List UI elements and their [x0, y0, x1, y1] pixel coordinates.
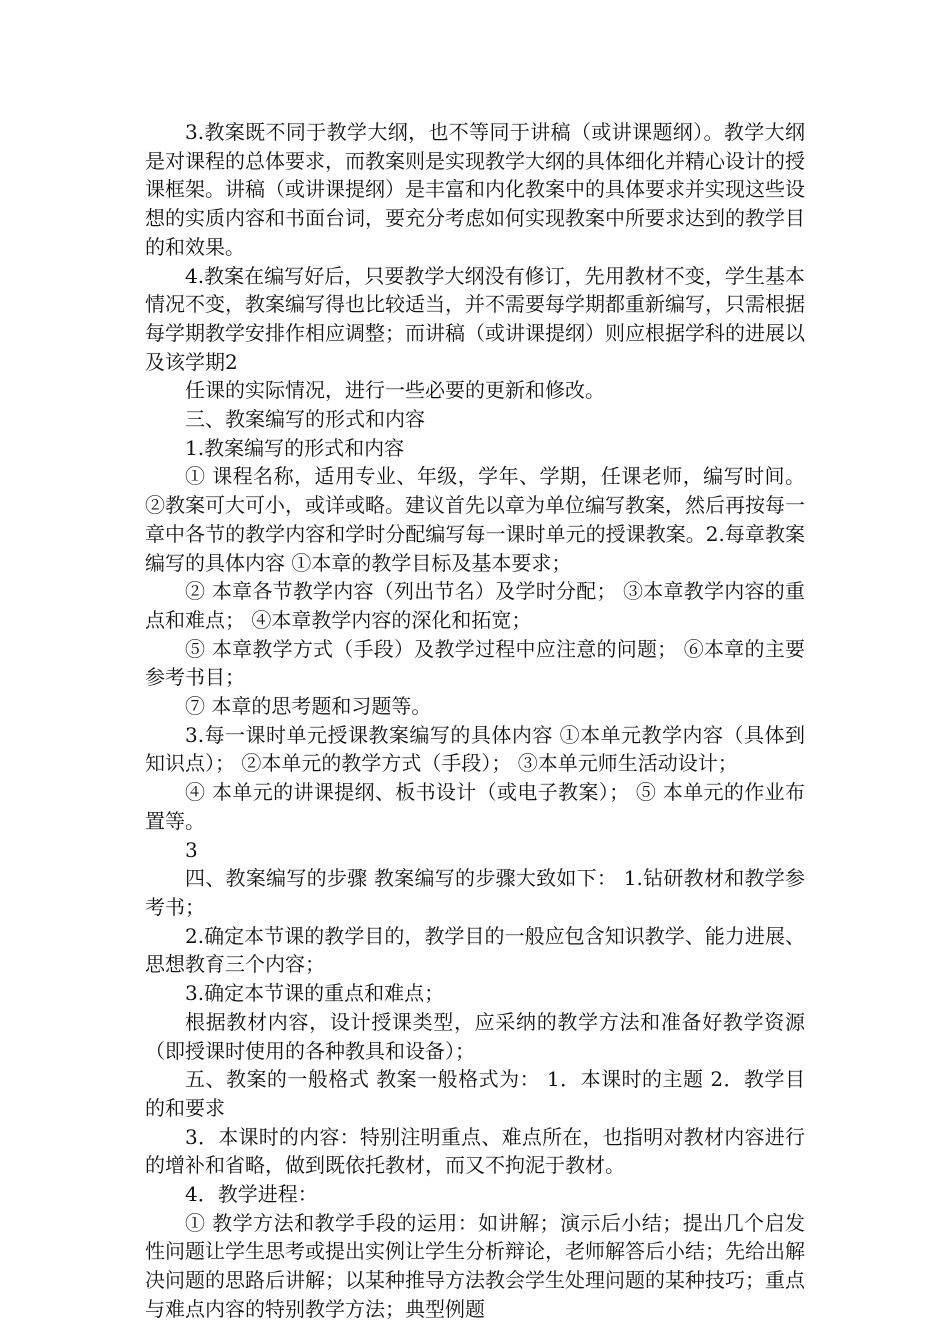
- paragraph-step-3: 3.确定本节课的重点和难点；: [185, 981, 445, 1006]
- document-page: [145, 118, 805, 1324]
- paragraph-course-info: ① 课程名称，适用专业、年级，学年、学期，任课老师，编写时间。 ②教案可大可小，或详或略。建议首先以章为单位编写教案，然后再按每一章中各节的教学内容和学时分配编写每一课时单元的授课教案。2.每章教案编写的具体内容 ①本章的教学目标及基本要求；: [145, 464, 805, 575]
- paragraph-3-lesson-plan-vs-syllabus: 3.教案既不同于教学大纲，也不等同于讲稿（或讲课题纲）。教学大纲是对课程的总体要求，而教案则是实现教学大纲的具体细化并精心设计的授课框架。讲稿（或讲课提纲）是丰富和内化教案中的具体要求并实现这些设想的实质内容和书面台词，要充分考虑如何实现教案中所要求达到的教学目的和效果。: [145, 120, 805, 259]
- section-heading-4: 四、教案编写的步骤 教案编写的步骤大致如下： 1.钻研教材和教学参考书；: [145, 866, 805, 919]
- section-heading-3: 三、教案编写的形式和内容: [185, 407, 425, 432]
- paragraph-continuation: 任课的实际情况，进行一些必要的更新和修改。: [185, 378, 605, 403]
- paragraph-chapter-items-5-6: ⑤ 本章教学方式（手段）及教学过程中应注意的问题； ⑥本章的主要参考书目；: [145, 636, 805, 690]
- section-heading-5: 五、教案的一般格式 教案一般格式为： 1．本课时的主题 2．教学目的和要求: [145, 1067, 805, 1120]
- paragraph-format-3: 3．本课时的内容：特别注明重点、难点所在，也指明对教材内容进行的增补和省略，做到既依托教材，而又不拘泥于教材。: [145, 1124, 805, 1178]
- paragraph-step-4: 根据教材内容，设计授课类型，应采纳的教学方法和准备好教学资源（即授课时使用的各种教具和设备）；: [145, 1009, 805, 1063]
- subsection-heading-1: 1.教案编写的形式和内容: [185, 435, 405, 460]
- paragraph-unit-items-4-5: ④ 本单元的讲课提纲、板书设计（或电子教案）； ⑤ 本单元的作业布置等。: [145, 780, 805, 833]
- paragraph-unit-items-1-3: 3.每一课时单元授课教案编写的具体内容 ①本单元教学内容（具体到知识点）； ②本单元的教学方式（手段）； ③本单元师生活动设计；: [145, 722, 805, 776]
- paragraph-4-lesson-plan-revision: 4.教案在编写好后，只要教学大纲没有修订，先用教材不变，学生基本情况不变，教案编写得也比较适当，并不需要每学期都重新编写，只需根据每学期教学安排作相应调整；而讲稿（或讲课提纲）则应根据学科的进展以及该学期2: [145, 263, 805, 374]
- paragraph-chapter-items-2-4: ② 本章各节教学内容（列出节名）及学时分配； ③本章教学内容的重点和难点； ④本章教学内容的深化和拓宽；: [145, 579, 805, 632]
- paragraph-chapter-item-7: ⑦ 本章的思考题和习题等。: [185, 694, 432, 719]
- page-number-marker: 3: [185, 837, 198, 862]
- paragraph-format-4: 4．教学进程：: [185, 1182, 318, 1207]
- paragraph-teaching-methods: ① 教学方法和教学手段的运用：如讲解；演示后小结；提出几个启发性问题让学生思考或提出实例让学生分析辩论，老师解答后小结；先给出解决问题的思路后讲解；以某种推导方法教会学生处理问题的某种技巧；重点与难点内容的特别教学方法；典型例题: [145, 1210, 805, 1321]
- paragraph-step-2: 2.确定本节课的教学目的，教学目的一般应包含知识教学、能力进展、思想教育三个内容；: [145, 923, 805, 977]
